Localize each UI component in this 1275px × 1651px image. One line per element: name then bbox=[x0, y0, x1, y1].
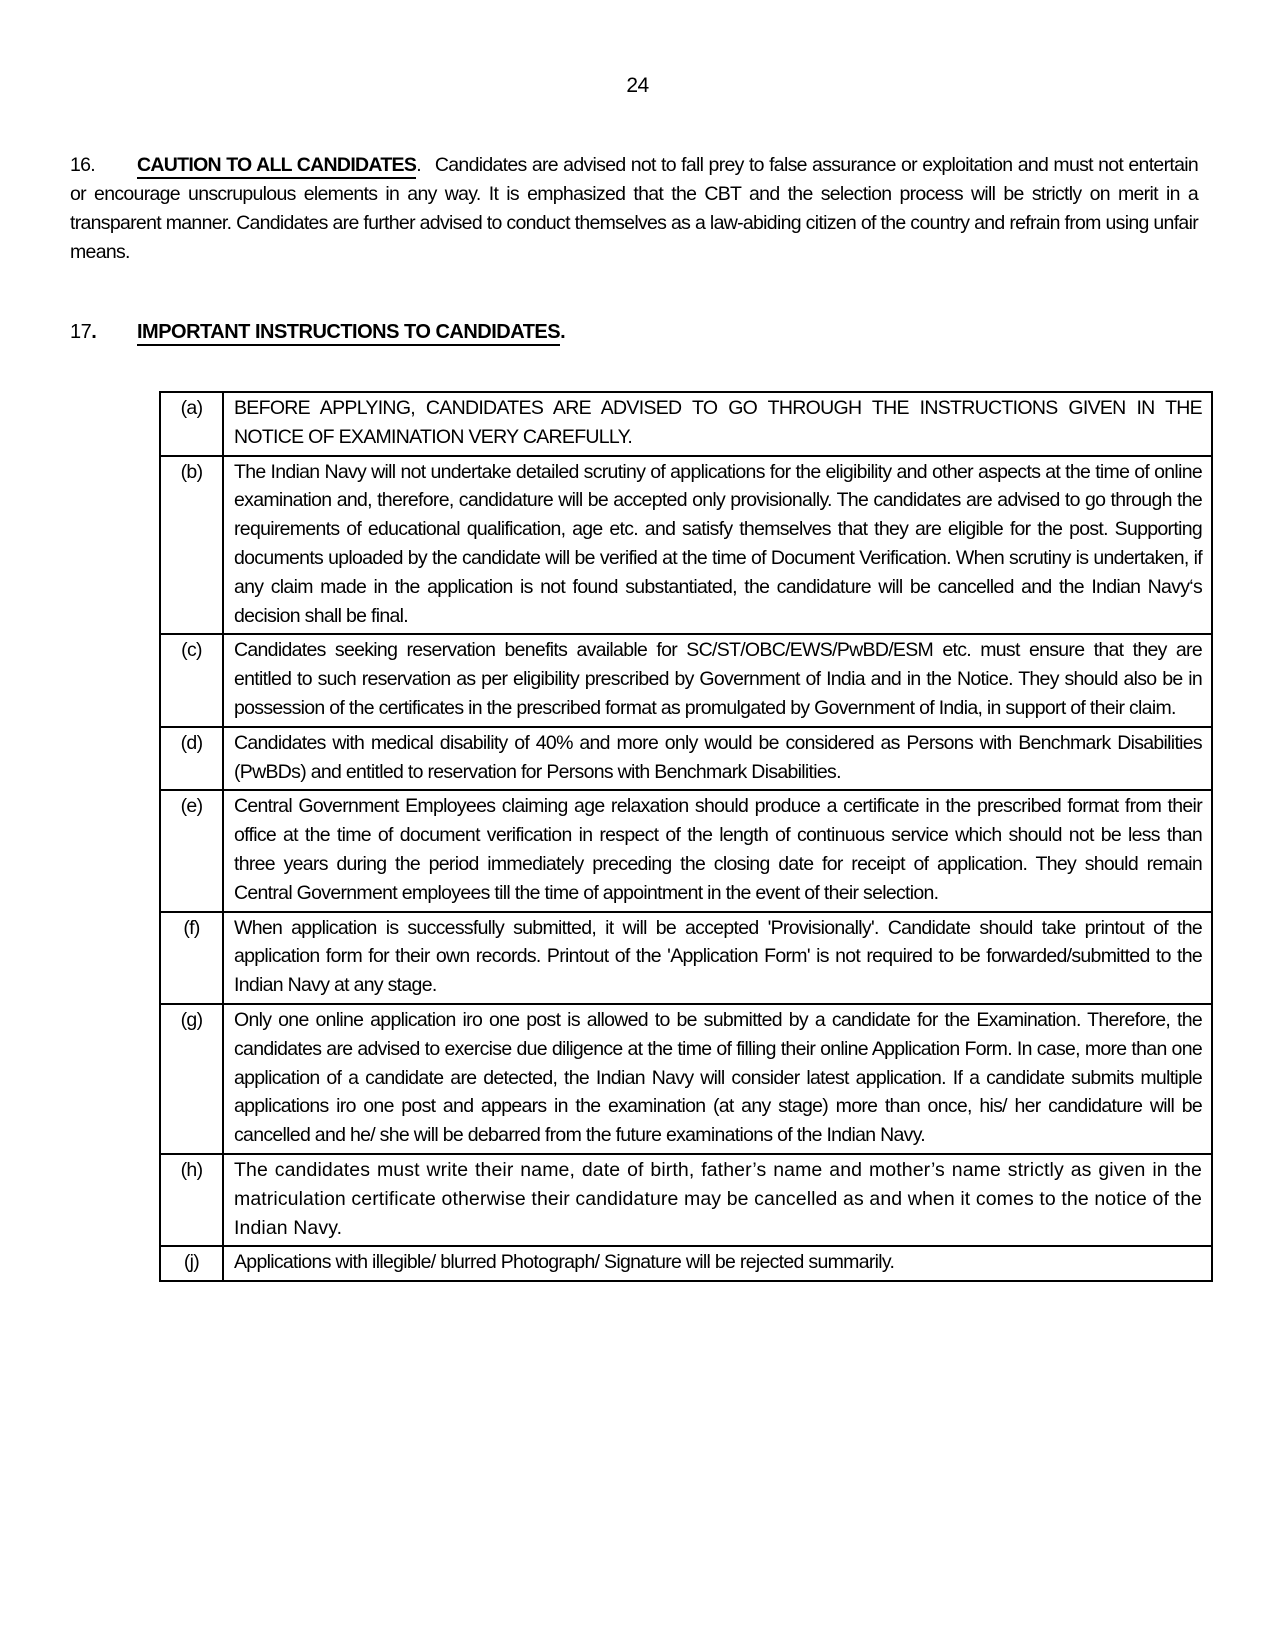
section-16-heading: CAUTION TO ALL CANDIDATES bbox=[137, 154, 416, 179]
section-17-heading-period: . bbox=[560, 321, 566, 343]
row-text: BEFORE APPLYING, CANDIDATES ARE ADVISED TO GO THROUGH THE INSTRUCTIONS GIVEN IN THE NOTICE OF EXAMINATION VERY CAREFULLY. bbox=[223, 392, 1212, 456]
section-17-number-text: 17 bbox=[70, 321, 92, 343]
row-text: Applications with illegible/ blurred Photograph/ Signature will be rejected summarily. bbox=[223, 1246, 1212, 1281]
section-17-number bbox=[70, 317, 137, 347]
row-label: (f) bbox=[160, 912, 223, 1004]
table-row bbox=[160, 1246, 1212, 1281]
row-label: (e) bbox=[160, 790, 223, 911]
row-text: The Indian Navy will not undertake detailed scrutiny of applications for the eligibility and other aspects at the time of online examination and, therefore, candidature will be accepted only provisionally. The candidates are advised to go through the requirements of educational qualification, age etc. and satisfy themselves that they are eligible for the post. Supporting documents uploaded by the candidate will be verified at the time of Document Verification. When scrutiny is undertaken, if any claim made in the application is not found substantiated, the candidature will be cancelled and the Indian Navy‘s decision shall be final. bbox=[223, 456, 1212, 635]
table-row bbox=[160, 1154, 1212, 1246]
table-row bbox=[160, 727, 1212, 791]
table-row bbox=[160, 790, 1212, 911]
section-17-number-period: . bbox=[91, 321, 97, 343]
section-16-number: 16. bbox=[70, 154, 96, 176]
table-row bbox=[160, 1004, 1212, 1154]
row-label: (j) bbox=[160, 1246, 223, 1281]
section-16-heading-period: . bbox=[416, 154, 421, 176]
row-text: Only one online application iro one post is allowed to be submitted by a candidate for the Examination. Therefore, the candidates are advised to exercise due diligence at the time of filling their online Application Form. In case, more than one application of a candidate are detected, the Indian Navy will consider latest application. If a candidate submits multiple applications iro one post and appears in the examination (at any stage) more than once, his/ her candidature will be cancelled and he/ she will be debarred from the future examinations of the Indian Navy. bbox=[223, 1004, 1212, 1154]
caution-paragraph bbox=[70, 151, 1198, 267]
row-text: Candidates with medical disability of 40% and more only would be considered as Persons with Benchmark Disabilities (PwBDs) and entitled to reservation for Persons with Benchmark Disabilities. bbox=[223, 727, 1212, 791]
table-row bbox=[160, 456, 1212, 635]
row-label: (g) bbox=[160, 1004, 223, 1154]
row-label: (c) bbox=[160, 634, 223, 726]
row-label: (h) bbox=[160, 1154, 223, 1246]
row-text: Candidates seeking reservation benefits available for SC/ST/OBC/EWS/PwBD/ESM etc. must ensure that they are entitled to such reservation as per eligibility prescribed by Government of India and in the Notice. They should also be in possession of the certificates in the prescribed format as promulgated by Government of India, in support of their claim. bbox=[223, 634, 1212, 726]
row-label: (b) bbox=[160, 456, 223, 635]
section-16-body: Candidates are advised not to fall prey to false assurance or exploitation and must not entertain or encourage unscrupulous elements in any way. It is emphasized that the CBT and the selection process will be strictly on merit in a transparent manner. Candidates are further advised to conduct themselves as a law-abiding citizen of the country and refrain from using unfair means. bbox=[70, 154, 1199, 263]
table-row bbox=[160, 634, 1212, 726]
instructions-heading bbox=[70, 317, 1198, 347]
table-row bbox=[160, 912, 1212, 1004]
row-label: (a) bbox=[160, 392, 223, 456]
row-text: Central Government Employees claiming age relaxation should produce a certificate in the prescribed format from their office at the time of document verification in respect of the length of continuous service which should not be less than three years during the period immediately preceding the closing date for receipt of application. They should remain Central Government employees till the time of appointment in the event of their selection. bbox=[223, 790, 1212, 911]
row-text: When application is successfully submitted, it will be accepted 'Provisionally'. Candidate should take printout of the application form for their own records. Printout of the 'Application Form' is not required to be forwarded/submitted to the Indian Navy at any stage. bbox=[223, 912, 1212, 1004]
instructions-table bbox=[159, 391, 1213, 1282]
table-row bbox=[160, 392, 1212, 456]
page-number: 24 bbox=[626, 74, 649, 97]
section-17-heading-text: IMPORTANT INSTRUCTIONS TO CANDIDATES bbox=[137, 321, 560, 346]
row-text: The candidates must write their name, date of birth, father’s name and mother’s name strictly as given in the matriculation certificate otherwise their candidature may be cancelled as and when it comes to the notice of the Indian Navy. bbox=[223, 1154, 1212, 1246]
row-label: (d) bbox=[160, 727, 223, 791]
